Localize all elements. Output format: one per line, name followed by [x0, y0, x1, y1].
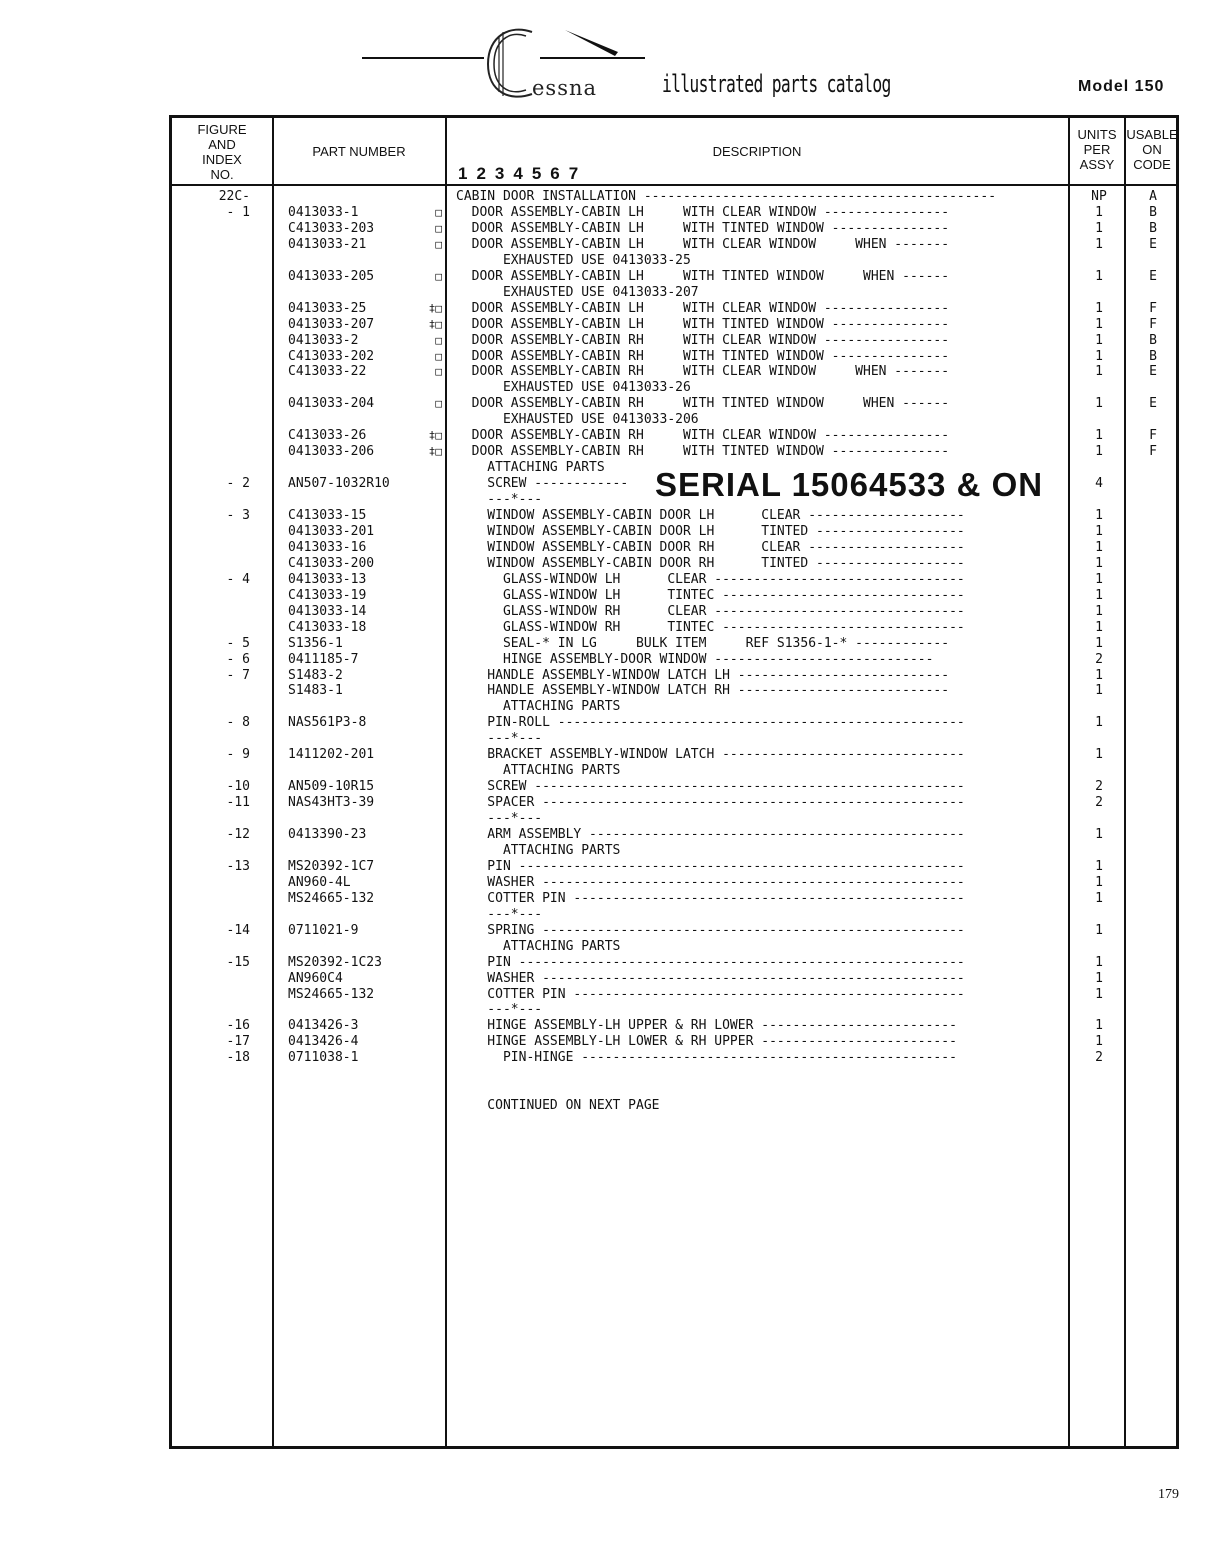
part-number-cell: 0711038-1	[288, 1050, 359, 1066]
table-row	[0, 1002, 1212, 1018]
part-number-cell: C413033-202	[288, 348, 375, 364]
units-cell: 1	[1095, 922, 1103, 938]
description-cell: WINDOW ASSEMBLY-CABIN DOOR RH TINTED -------------------	[456, 555, 965, 571]
table-row	[0, 1034, 1212, 1050]
units-cell: 2	[1095, 779, 1103, 795]
mark-cell: □	[435, 333, 442, 347]
description-cell: PIN ---------------------------------------------------------	[456, 954, 965, 970]
description-cell: COTTER PIN --------------------------------------------------	[456, 986, 965, 1002]
index-cell: - 3	[226, 508, 250, 523]
table-row	[0, 636, 1212, 652]
usable-code-cell: E	[1149, 236, 1157, 252]
table-row	[0, 987, 1212, 1003]
units-cell: 1	[1095, 523, 1103, 539]
header-line: CODE	[1133, 157, 1171, 172]
part-number-cell: 0413033-1	[288, 204, 359, 220]
table-row	[0, 380, 1212, 396]
header-line: UNITS	[1077, 127, 1117, 142]
part-number-cell: C413033-203	[288, 220, 375, 236]
part-number-cell: S1483-1	[288, 683, 343, 699]
part-number-cell: 0413033-14	[288, 603, 367, 619]
part-number-cell: AN507-1032R10	[288, 476, 390, 492]
units-cell: 1	[1095, 571, 1103, 587]
index-cell: - 8	[226, 715, 250, 731]
table-row	[0, 189, 1212, 205]
description-cell: HANDLE ASSEMBLY-WINDOW LATCH LH ---------------------------	[456, 667, 950, 683]
description-cell: CONTINUED ON NEXT PAGE	[456, 1098, 660, 1114]
mark-cell: □	[435, 397, 442, 411]
index-cell: - 7	[226, 667, 250, 683]
description-cell: DOOR ASSEMBLY-CABIN LH WITH TINTED WINDOW ---------------	[456, 316, 950, 332]
description-cell: SEAL-* IN LG BULK ITEM REF S1356-1-* ------------	[456, 635, 950, 651]
units-cell: 2	[1095, 795, 1103, 811]
part-number-cell: 0413426-3	[288, 1018, 359, 1034]
description-cell: EXHAUSTED USE 0413033-207	[456, 284, 699, 300]
part-number-cell: S1356-1	[288, 635, 343, 651]
units-cell: 1	[1095, 539, 1103, 555]
description-cell: ---*---	[456, 731, 543, 747]
table-row	[0, 859, 1212, 875]
units-cell: 1	[1095, 970, 1103, 986]
table-row	[0, 747, 1212, 763]
table-row	[0, 971, 1212, 987]
mark-cell: □	[435, 237, 442, 251]
description-cell: HINGE ASSEMBLY-LH LOWER & RH UPPER -------------------------	[456, 1034, 957, 1050]
page-number: 179	[1158, 1487, 1179, 1502]
mark-cell: ‡□	[428, 317, 442, 331]
description-cell: ATTACHING PARTS	[456, 938, 621, 954]
description-cell: DOOR ASSEMBLY-CABIN RH WITH CLEAR WINDOW WHEN -------	[456, 364, 950, 380]
description-cell: EXHAUSTED USE 0413033-206	[456, 412, 699, 428]
mark-cell: □	[435, 365, 442, 379]
index-cell: -14	[226, 922, 250, 938]
part-number-cell: 0413033-201	[288, 523, 375, 539]
description-cell: DOOR ASSEMBLY-CABIN LH WITH CLEAR WINDOW ----------------	[456, 300, 950, 316]
figure-index-header	[172, 122, 272, 182]
table-row	[0, 349, 1212, 365]
units-cell: 2	[1095, 1050, 1103, 1066]
table-row	[0, 221, 1212, 237]
part-number-cell: MS20392-1C7	[288, 858, 375, 874]
description-cell: WINDOW ASSEMBLY-CABIN DOOR RH CLEAR --------------------	[456, 539, 965, 555]
units-cell: 1	[1095, 635, 1103, 651]
table-row	[0, 795, 1212, 811]
part-number-cell: NAS561P3-8	[288, 715, 367, 731]
units-cell: 2	[1095, 651, 1103, 667]
units-cell: 1	[1095, 316, 1103, 332]
table-row	[0, 269, 1212, 285]
part-number-cell: 0413033-13	[288, 571, 367, 587]
mark-cell: □	[435, 205, 442, 219]
part-number-cell: 0413033-25	[288, 300, 367, 316]
description-cell: GLASS-WINDOW LH TINTEC -------------------------------	[456, 587, 965, 603]
part-number-cell: C413033-200	[288, 555, 375, 571]
description-cell: GLASS-WINDOW LH CLEAR --------------------------------	[456, 571, 965, 587]
table-row	[0, 763, 1212, 779]
table-row	[0, 652, 1212, 668]
table-row	[0, 301, 1212, 317]
description-cell: GLASS-WINDOW RH TINTEC -------------------------------	[456, 619, 965, 635]
description-cell: BRACKET ASSEMBLY-WINDOW LATCH -------------------------------	[456, 747, 965, 763]
table-row	[0, 907, 1212, 923]
table-row	[0, 683, 1212, 699]
usable-code-cell: B	[1149, 204, 1157, 220]
part-number-cell: MS24665-132	[288, 890, 375, 906]
units-cell: 1	[1095, 555, 1103, 571]
usable-code-cell: E	[1149, 396, 1157, 412]
part-number-cell: 0413033-205	[288, 268, 375, 284]
header-line: ASSY	[1079, 157, 1115, 172]
description-cell: HANDLE ASSEMBLY-WINDOW LATCH RH ---------------------------	[456, 683, 950, 699]
part-number-cell: MS20392-1C23	[288, 954, 382, 970]
usable-code-cell: A	[1149, 189, 1157, 204]
description-cell: DOOR ASSEMBLY-CABIN LH WITH TINTED WINDOW WHEN ------	[456, 268, 950, 284]
usable-code-header	[1125, 127, 1179, 172]
units-cell: 1	[1095, 747, 1103, 763]
description-cell: DOOR ASSEMBLY-CABIN LH WITH CLEAR WINDOW WHEN -------	[456, 236, 950, 252]
catalog-title: illustrated parts catalog	[662, 70, 891, 98]
table-row	[0, 205, 1212, 221]
part-number-cell: 0413033-204	[288, 396, 375, 412]
table-row	[0, 1098, 1212, 1114]
part-number-cell: 0413033-16	[288, 539, 367, 555]
header-line: USABLE	[1126, 127, 1178, 142]
description-cell: SCREW ------------	[456, 476, 629, 492]
units-cell: NP	[1091, 189, 1107, 204]
units-cell: 1	[1095, 667, 1103, 683]
indent-digits: 1234567	[458, 164, 588, 183]
header-divider	[169, 184, 1179, 186]
description-cell: GLASS-WINDOW RH CLEAR --------------------------------	[456, 603, 965, 619]
mark-cell: □	[435, 269, 442, 283]
part-number-cell: 0413426-4	[288, 1034, 359, 1050]
units-cell: 1	[1095, 603, 1103, 619]
part-number-cell: 0413033-2	[288, 332, 359, 348]
description-cell: SCREW -------------------------------------------------------	[456, 779, 965, 795]
description-cell: WINDOW ASSEMBLY-CABIN DOOR LH CLEAR --------------------	[456, 508, 965, 523]
table-row	[0, 715, 1212, 731]
description-cell: SPRING ------------------------------------------------------	[456, 922, 965, 938]
header-line: FIGURE	[197, 122, 247, 137]
usable-code-cell: F	[1149, 300, 1157, 316]
description-cell: ATTACHING PARTS	[456, 699, 621, 715]
part-number-cell: AN509-10R15	[288, 779, 375, 795]
mark-cell: ‡□	[428, 429, 442, 443]
units-cell: 1	[1095, 268, 1103, 284]
table-row	[0, 843, 1212, 859]
part-number-cell: C413033-26	[288, 428, 367, 444]
units-cell: 1	[1095, 204, 1103, 220]
description-cell: DOOR ASSEMBLY-CABIN RH WITH TINTED WINDOW ---------------	[456, 444, 950, 460]
header-line: ON	[1142, 142, 1162, 157]
table-row	[0, 827, 1212, 843]
table-row	[0, 508, 1212, 524]
table-row	[0, 588, 1212, 604]
units-cell: 1	[1095, 715, 1103, 731]
table-row	[0, 875, 1212, 891]
description-cell: WINDOW ASSEMBLY-CABIN DOOR LH TINTED -------------------	[456, 523, 965, 539]
usable-code-cell: E	[1149, 268, 1157, 284]
units-cell: 1	[1095, 444, 1103, 460]
table-row	[0, 237, 1212, 253]
table-row	[0, 572, 1212, 588]
description-cell: DOOR ASSEMBLY-CABIN LH WITH CLEAR WINDOW ----------------	[456, 204, 950, 220]
usable-code-cell: E	[1149, 364, 1157, 380]
table-row	[0, 428, 1212, 444]
units-cell: 1	[1095, 332, 1103, 348]
description-cell: ATTACHING PARTS	[456, 763, 621, 779]
description-cell: DOOR ASSEMBLY-CABIN RH WITH CLEAR WINDOW ----------------	[456, 332, 950, 348]
part-number-cell: 0711021-9	[288, 922, 359, 938]
usable-code-cell: F	[1149, 428, 1157, 444]
units-cell: 1	[1095, 858, 1103, 874]
part-number-cell: AN960-4L	[288, 874, 351, 890]
table-row	[0, 1050, 1212, 1066]
units-cell: 1	[1095, 1018, 1103, 1034]
table-row	[0, 333, 1212, 349]
description-cell: SPACER ------------------------------------------------------	[456, 795, 965, 811]
description-cell: PIN-HINGE ------------------------------------------------	[456, 1050, 957, 1066]
usable-code-cell: B	[1149, 348, 1157, 364]
description-cell: EXHAUSTED USE 0413033-25	[456, 252, 691, 268]
logo-wordmark: essna	[532, 76, 598, 100]
units-header	[1070, 127, 1124, 172]
index-cell: -11	[226, 795, 250, 811]
index-cell: -18	[226, 1050, 250, 1066]
part-number-cell: 0411185-7	[288, 651, 359, 667]
units-cell: 1	[1095, 508, 1103, 523]
units-cell: 1	[1095, 1034, 1103, 1050]
units-cell: 1	[1095, 986, 1103, 1002]
table-row	[0, 731, 1212, 747]
description-cell: ---*---	[456, 906, 543, 922]
table-row	[0, 1018, 1212, 1034]
index-cell: - 4	[226, 571, 250, 587]
description-cell: WASHER ------------------------------------------------------	[456, 970, 965, 986]
part-number-cell: 0413390-23	[288, 827, 367, 842]
part-number-cell: 0413033-207	[288, 316, 375, 332]
units-cell: 1	[1095, 874, 1103, 890]
table-row	[0, 955, 1212, 971]
units-cell: 1	[1095, 827, 1103, 842]
table-row	[0, 604, 1212, 620]
units-cell: 1	[1095, 364, 1103, 380]
table-row	[0, 811, 1212, 827]
description-cell: PIN-ROLL ----------------------------------------------------	[456, 715, 965, 731]
index-cell: - 1	[226, 204, 250, 220]
index-cell: -17	[226, 1034, 250, 1050]
index-cell: -12	[226, 827, 250, 842]
usable-code-cell: B	[1149, 332, 1157, 348]
table-row	[0, 317, 1212, 333]
part-number-cell: 1411202-201	[288, 747, 375, 763]
description-cell: ---*---	[456, 811, 543, 827]
description-cell: PIN ---------------------------------------------------------	[456, 858, 965, 874]
usable-code-cell: F	[1149, 316, 1157, 332]
index-cell: -10	[226, 779, 250, 795]
index-cell: - 2	[226, 476, 250, 492]
model-label: Model 150	[1078, 78, 1165, 95]
table-row	[0, 444, 1212, 460]
part-number-cell: 0413033-21	[288, 236, 367, 252]
description-cell: ARM ASSEMBLY ------------------------------------------------	[456, 827, 965, 842]
table-row	[0, 364, 1212, 380]
part-number-cell: 0413033-206	[288, 444, 375, 460]
part-number-header: PART NUMBER	[312, 144, 406, 159]
table-row	[0, 891, 1212, 907]
table-row	[0, 396, 1212, 412]
index-cell: -15	[226, 954, 250, 970]
header-line: INDEX	[202, 152, 242, 167]
description-cell: DOOR ASSEMBLY-CABIN RH WITH TINTED WINDOW ---------------	[456, 348, 950, 364]
table-row	[0, 699, 1212, 715]
table-row	[0, 923, 1212, 939]
index-cell: 22C-	[218, 189, 250, 204]
table-row	[0, 1066, 1212, 1082]
description-cell: ---*---	[456, 492, 543, 508]
header-line: NO.	[210, 167, 234, 182]
units-cell: 1	[1095, 396, 1103, 412]
description-cell: HINGE ASSEMBLY-DOOR WINDOW ----------------------------	[456, 651, 934, 667]
mark-cell: ‡□	[428, 445, 442, 459]
table-row	[0, 412, 1212, 428]
units-cell: 1	[1095, 300, 1103, 316]
description-cell: EXHAUSTED USE 0413033-26	[456, 380, 691, 396]
part-number-cell: C413033-19	[288, 587, 367, 603]
units-cell: 1	[1095, 236, 1103, 252]
table-row	[0, 556, 1212, 572]
part-number-cell: C413033-18	[288, 619, 367, 635]
units-cell: 1	[1095, 220, 1103, 236]
units-cell: 1	[1095, 348, 1103, 364]
units-cell: 4	[1095, 476, 1103, 492]
description-cell: ATTACHING PARTS	[456, 842, 621, 858]
usable-code-cell: F	[1149, 444, 1157, 460]
mark-cell: □	[435, 349, 442, 363]
units-cell: 1	[1095, 683, 1103, 699]
part-number-cell: S1483-2	[288, 667, 343, 683]
header-line: AND	[208, 137, 236, 152]
cessna-logo	[360, 22, 660, 104]
part-number-cell: NAS43HT3-39	[288, 795, 375, 811]
part-number-cell: AN960C4	[288, 970, 343, 986]
description-header: DESCRIPTION	[712, 144, 802, 159]
description-cell: WASHER ------------------------------------------------------	[456, 874, 965, 890]
mark-cell: □	[435, 221, 442, 235]
usable-code-cell: B	[1149, 220, 1157, 236]
description-cell: DOOR ASSEMBLY-CABIN RH WITH CLEAR WINDOW ----------------	[456, 428, 950, 444]
index-cell: - 6	[226, 651, 250, 667]
units-cell: 1	[1095, 619, 1103, 635]
index-cell: - 5	[226, 635, 250, 651]
table-row	[0, 620, 1212, 636]
table-row	[0, 285, 1212, 301]
table-row	[0, 779, 1212, 795]
description-cell: ---*---	[456, 1002, 543, 1018]
header-line: PER	[1083, 142, 1111, 157]
index-cell: - 9	[226, 747, 250, 763]
table-row	[0, 540, 1212, 556]
index-cell: -16	[226, 1018, 250, 1034]
units-cell: 1	[1095, 587, 1103, 603]
units-cell: 1	[1095, 428, 1103, 444]
table-row	[0, 668, 1212, 684]
description-cell: DOOR ASSEMBLY-CABIN RH WITH TINTED WINDOW WHEN ------	[456, 396, 950, 412]
table-row	[0, 253, 1212, 269]
description-cell: CABIN DOOR INSTALLATION ---------------------------------------------	[456, 189, 997, 204]
part-number-cell: MS24665-132	[288, 986, 375, 1002]
description-cell: HINGE ASSEMBLY-LH UPPER & RH LOWER -------------------------	[456, 1018, 957, 1034]
table-row	[0, 1082, 1212, 1098]
page-header	[0, 0, 1212, 110]
description-cell: ATTACHING PARTS	[456, 460, 605, 476]
part-number-cell: C413033-22	[288, 364, 367, 380]
serial-stamp: SERIAL 15064533 & ON	[655, 466, 1044, 503]
index-cell: -13	[226, 858, 250, 874]
table-row	[0, 524, 1212, 540]
mark-cell: ‡□	[428, 301, 442, 315]
description-cell: COTTER PIN --------------------------------------------------	[456, 890, 965, 906]
units-cell: 1	[1095, 890, 1103, 906]
part-number-cell: C413033-15	[288, 508, 367, 523]
description-cell: DOOR ASSEMBLY-CABIN LH WITH TINTED WINDOW ---------------	[456, 220, 950, 236]
units-cell: 1	[1095, 954, 1103, 970]
table-row	[0, 939, 1212, 955]
